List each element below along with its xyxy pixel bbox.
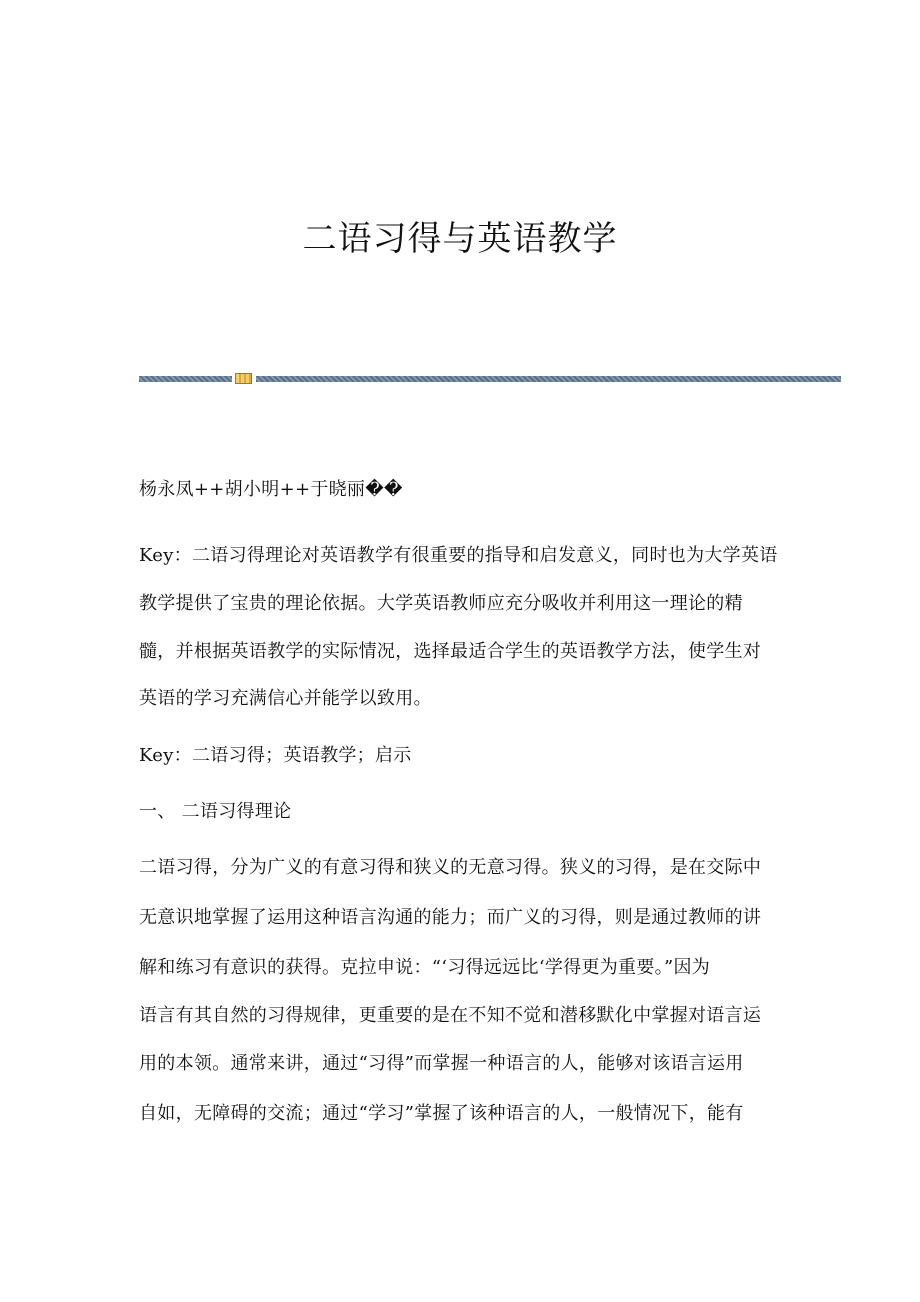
body-line: 用的本领。通常来讲，通过“习得”而掌握一种语言的人，能够对该语言运用 (139, 1053, 744, 1074)
body-line: 二语习得，分为广义的有意习得和狭义的无意习得。狭义的习得，是在交际中 (139, 857, 762, 878)
title-divider (139, 373, 841, 385)
divider-bar-right (256, 376, 841, 382)
section-heading: 一、 二语习得理论 (139, 801, 292, 822)
body-line: 语言有其自然的习得规律，更重要的是在不知不觉和潜移默化中掌握对语言运 (139, 1005, 762, 1026)
abstract-line: 教学提供了宝贵的理论依据。大学英语教师应充分吸收并利用这一理论的精 (139, 593, 743, 614)
body-line: 自如，无障碍的交流；通过“学习”掌握了该种语言的人，一般情况下，能有 (139, 1103, 744, 1124)
body-line: 无意识地掌握了运用这种语言沟通的能力；而广义的习得，则是通过教师的讲 (139, 907, 762, 928)
keywords-line: Key：二语习得；英语教学；启示 (139, 745, 412, 766)
abstract-line: 英语的学习充满信心并能学以致用。 (139, 688, 432, 709)
body-line: 解和练习有意识的获得。克拉申说：“‘习得远远比‘学得更为重要。”因为 (139, 957, 711, 978)
author-line: 杨永凤++胡小明++于晓丽�� (139, 479, 403, 500)
divider-ornament-icon (235, 373, 252, 384)
abstract-line: 髓，并根据英语教学的实际情况，选择最适合学生的英语教学方法，使学生对 (139, 641, 762, 662)
abstract-line: Key：二语习得理论对英语教学有很重要的指导和启发意义，同时也为大学英语 (139, 545, 778, 566)
divider-bar-left (139, 376, 232, 382)
document-title: 二语习得与英语教学 (302, 219, 618, 259)
